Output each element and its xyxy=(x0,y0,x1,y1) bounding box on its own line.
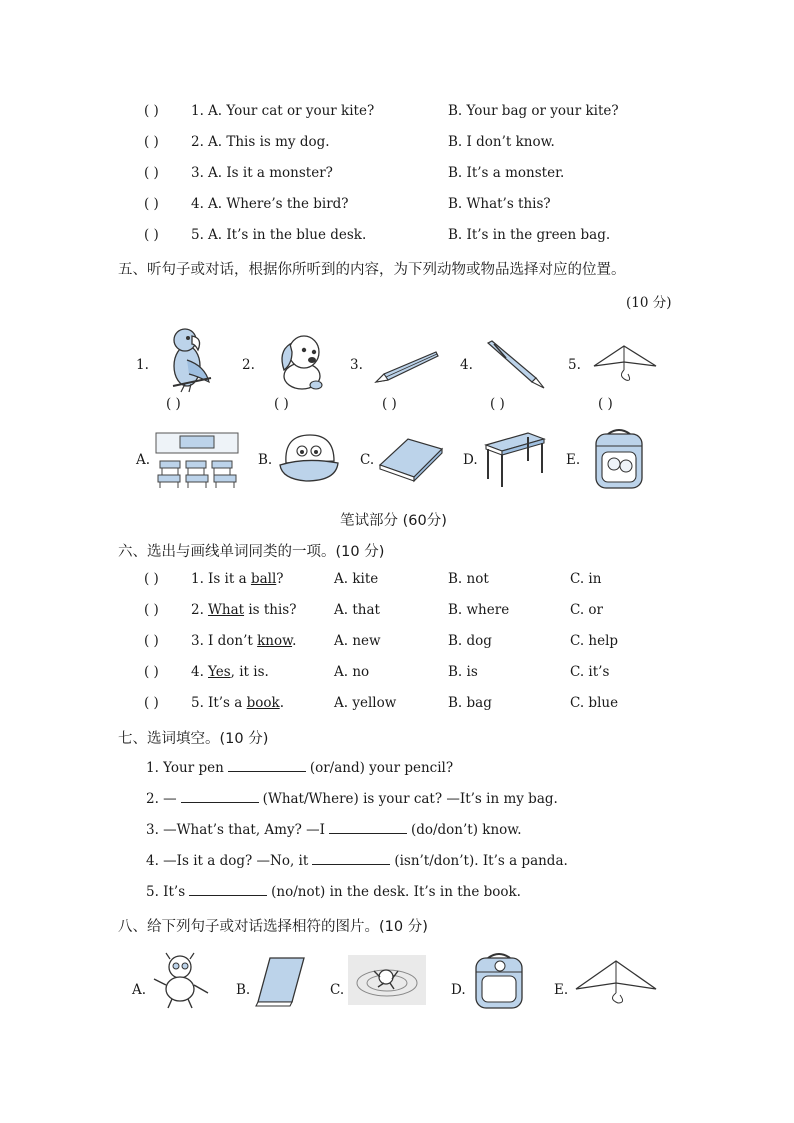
sentence-end: (do/don’t) know. xyxy=(410,822,522,838)
underlined-word: know xyxy=(257,633,293,649)
question-pre: Is it a xyxy=(208,571,251,587)
fill-blank-item xyxy=(146,759,453,776)
sentence-start: 5. It’s xyxy=(146,884,186,900)
underlined-word: book xyxy=(246,695,280,711)
sentence-start: 2. — xyxy=(146,791,177,807)
list-item xyxy=(0,165,794,185)
list-item xyxy=(0,664,794,684)
option-a: A. kite xyxy=(334,571,379,587)
fill-blank-item xyxy=(146,852,568,869)
section-five-title: 五、听句子或对话，根据你所听到的内容，为下列动物或物品选择对应的位置。 xyxy=(118,262,626,278)
option-c: C. in xyxy=(570,571,602,587)
item-number: 1. xyxy=(191,571,204,587)
question-post: . xyxy=(279,695,284,711)
option-b: B. It’s in the green bag. xyxy=(448,227,611,243)
answer-paren[interactable]: ( ) xyxy=(144,664,159,680)
item-number: 2. xyxy=(191,602,204,618)
question-text xyxy=(208,695,284,711)
fill-blank-item xyxy=(146,821,522,838)
answer-paren[interactable]: ( ) xyxy=(144,134,159,150)
item-number: 1. xyxy=(191,103,204,119)
answer-paren[interactable]: ( ) xyxy=(166,396,181,412)
option-label: D. xyxy=(463,452,478,468)
option-label: B. xyxy=(258,452,273,468)
schoolbag-icon xyxy=(590,426,648,490)
answer-paren[interactable]: ( ) xyxy=(144,571,159,587)
option-label: A. xyxy=(136,452,151,468)
option-label: E. xyxy=(554,982,569,998)
section-eight-title: 八、给下列句子或对话选择相符的图片。(10 分) xyxy=(118,919,428,935)
option-c: C. it’s xyxy=(570,664,610,680)
item-number: 5. xyxy=(191,227,204,243)
section-five-score: (10 分) xyxy=(626,295,672,311)
list-item xyxy=(0,134,794,154)
item-number: 4. xyxy=(191,664,204,680)
answer-paren[interactable]: ( ) xyxy=(144,602,159,618)
option-a: A. It’s in the blue desk. xyxy=(208,227,367,243)
answer-paren[interactable]: ( ) xyxy=(490,396,505,412)
option-b: B. bag xyxy=(448,695,492,711)
option-b: B. What’s this? xyxy=(448,196,551,212)
sentence-end: (isn’t/don’t). It’s a panda. xyxy=(394,853,568,869)
item-number: 2. xyxy=(242,357,255,373)
option-b: B. Your bag or your kite? xyxy=(448,103,619,119)
sentence-start: 1. Your pen xyxy=(146,760,224,776)
question-text xyxy=(208,571,284,587)
answer-paren[interactable]: ( ) xyxy=(144,227,159,243)
answer-blank[interactable] xyxy=(228,759,306,772)
option-label: D. xyxy=(451,982,466,998)
option-label: A. xyxy=(132,982,147,998)
option-c: C. help xyxy=(570,633,619,649)
question-pre: It’s a xyxy=(208,695,247,711)
option-label: C. xyxy=(360,452,375,468)
answer-blank[interactable] xyxy=(189,883,267,896)
option-b: B. It’s a monster. xyxy=(448,165,565,181)
answer-paren[interactable]: ( ) xyxy=(144,695,159,711)
option-a: A. new xyxy=(334,633,381,649)
option-a: A. Where’s the bird? xyxy=(208,196,349,212)
question-post: ? xyxy=(276,571,284,587)
sentence-end: (or/and) your pencil? xyxy=(309,760,454,776)
answer-paren[interactable]: ( ) xyxy=(144,165,159,181)
swimming-kid-icon xyxy=(348,955,426,1005)
option-b: B. dog xyxy=(448,633,492,649)
question-text xyxy=(208,664,269,680)
fill-blank-item xyxy=(146,883,521,900)
question-text xyxy=(208,633,296,649)
classroom-icon xyxy=(154,431,240,489)
option-a: A. yellow xyxy=(334,695,397,711)
answer-blank[interactable] xyxy=(181,790,259,803)
book-icon xyxy=(254,954,308,1008)
option-label: C. xyxy=(330,982,345,998)
answer-paren[interactable]: ( ) xyxy=(144,103,159,119)
option-b: B. is xyxy=(448,664,478,680)
question-text xyxy=(208,602,296,618)
sentence-end: (no/not) in the desk. It’s in the book. xyxy=(271,884,521,900)
list-item xyxy=(0,103,794,123)
sentence-start: 3. —What’s that, Amy? —I xyxy=(146,822,325,838)
parrot-icon xyxy=(165,326,215,394)
list-item xyxy=(0,695,794,715)
answer-paren[interactable]: ( ) xyxy=(382,396,397,412)
option-c: C. blue xyxy=(570,695,619,711)
desk-icon xyxy=(484,427,546,489)
list-item xyxy=(0,602,794,622)
pencil-icon xyxy=(374,350,440,384)
option-a: A. Is it a monster? xyxy=(208,165,333,181)
option-a: A. Your cat or your kite? xyxy=(208,103,375,119)
item-number: 5. xyxy=(568,357,581,373)
list-item xyxy=(0,196,794,216)
list-item xyxy=(0,633,794,653)
item-number: 5. xyxy=(191,695,204,711)
book-icon xyxy=(378,435,444,481)
item-number: 1. xyxy=(136,357,149,373)
answer-blank[interactable] xyxy=(312,852,390,865)
question-pre: I don’t xyxy=(208,633,258,649)
option-b: B. not xyxy=(448,571,489,587)
answer-blank[interactable] xyxy=(329,821,407,834)
kite-icon xyxy=(574,959,658,1005)
option-b: B. I don’t know. xyxy=(448,134,555,150)
item-number: 4. xyxy=(191,196,204,212)
underlined-word: ball xyxy=(250,571,277,587)
option-a: A. no xyxy=(334,664,370,680)
kite-icon xyxy=(592,344,658,384)
fill-blank-item xyxy=(146,790,558,807)
underlined-word: Yes xyxy=(208,664,231,680)
sentence-end: (What/Where) is your cat? —It’s in my bag. xyxy=(262,791,558,807)
item-number: 3. xyxy=(191,633,204,649)
answer-paren[interactable]: ( ) xyxy=(144,633,159,649)
section-six-title: 六、选出与画线单词同类的一项。(10 分) xyxy=(118,544,385,560)
section-seven-title: 七、选词填空。(10 分) xyxy=(118,731,269,747)
item-number: 3. xyxy=(350,357,363,373)
answer-paren[interactable]: ( ) xyxy=(274,396,289,412)
item-number: 2. xyxy=(191,134,204,150)
question-post: . xyxy=(292,633,297,649)
answer-paren[interactable]: ( ) xyxy=(144,196,159,212)
underlined-word: What xyxy=(208,602,245,618)
option-a: A. This is my dog. xyxy=(208,134,330,150)
option-b: B. where xyxy=(448,602,510,618)
question-post: is this? xyxy=(244,602,297,618)
answer-paren[interactable]: ( ) xyxy=(598,396,613,412)
list-item xyxy=(0,571,794,591)
item-number: 4. xyxy=(460,357,473,373)
cartoon-monster-icon xyxy=(150,953,212,1009)
cap-icon xyxy=(276,431,342,483)
sentence-start: 4. —Is it a dog? —No, it xyxy=(146,853,309,869)
option-a: A. that xyxy=(334,602,380,618)
puppy-icon xyxy=(274,330,326,392)
option-label: E. xyxy=(566,452,581,468)
item-number: 3. xyxy=(191,165,204,181)
schoolbag-icon xyxy=(470,950,528,1010)
option-label: B. xyxy=(236,982,251,998)
pen-icon xyxy=(486,340,548,390)
question-post: , it is. xyxy=(230,664,269,680)
list-item xyxy=(0,227,794,247)
option-c: C. or xyxy=(570,602,604,618)
written-part-heading: 笔试部分 (60分) xyxy=(340,513,447,529)
